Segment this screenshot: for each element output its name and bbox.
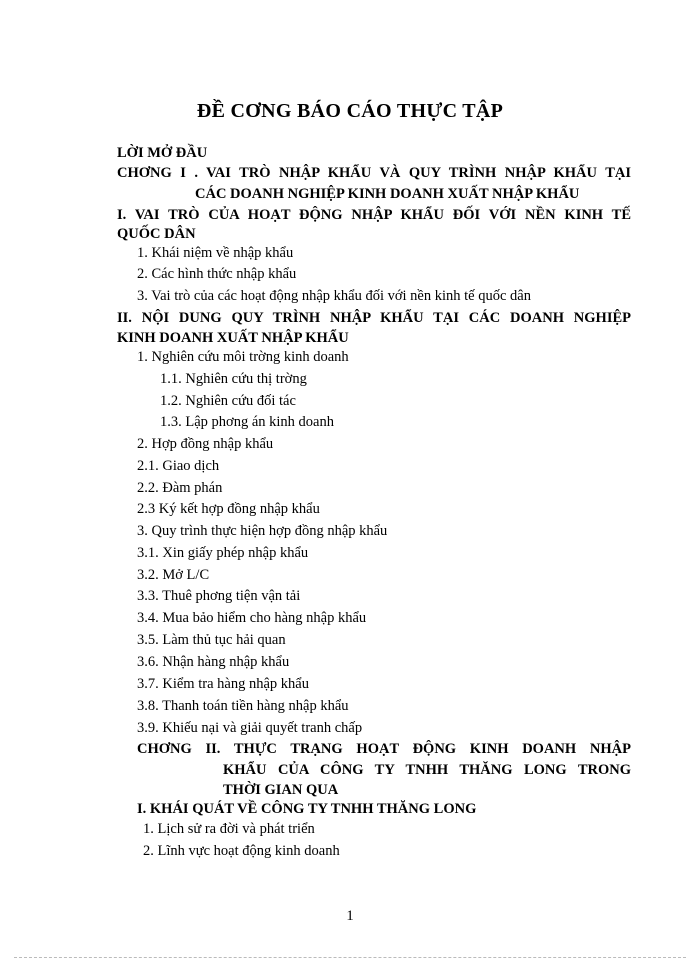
outline-subitem: 3.1. Xin giấy phép nhập khẩu [137,545,309,561]
outline-subitem: 1.2. Nghiên cứu đối tác [160,393,296,409]
outline-subitem: 1.1. Nghiên cứu thị trờng [160,371,307,387]
outline-item: 1. Khái niệm về nhập khẩu [137,245,294,261]
outline-item: 2. Lĩnh vực hoạt động kinh doanh [143,843,340,859]
page-title: ĐỀ CƠNG BÁO CÁO THỰC TẬP [196,100,504,122]
outline-subitem: 3.7. Kiểm tra hàng nhập khẩu [137,676,309,692]
outline-item: 3. Vai trò của các hoạt động nhập khẩu đối với nền kinh tế quốc dân [137,288,531,304]
outline-subitem: 3.8. Thanh toán tiền hàng nhập khẩu [137,698,349,714]
section-2-heading: II. NỘI DUNG QUY TRÌNH NHẬP KHẨU TẠI CÁC DOANH NGHIỆP [117,310,631,326]
intro-heading: LỜI MỞ ĐẦU [117,145,208,161]
chapter-1-heading: CHƠNG I . VAI TRÒ NHẬP KHẨU VÀ QUY TRÌNH NHẬP KHẨU TẠI [117,165,631,181]
chapter-2-heading-cont: THỜI GIAN QUA [223,782,339,798]
page-bottom-border [14,957,686,958]
outline-item: 1. Nghiên cứu môi trờng kinh doanh [137,349,349,365]
outline-subitem: 1.3. Lập phơng án kinh doanh [160,414,334,430]
outline-subitem: 2.1. Giao dịch [137,458,220,474]
chapter-2-heading: CHƠNG II. THỰC TRẠNG HOẠT ĐỘNG KINH DOANH NHẬP [137,741,631,757]
outline-item: 1. Lịch sử ra đời và phát triển [143,821,315,837]
outline-item: 3. Quy trình thực hiện hợp đồng nhập khẩu [137,523,388,539]
outline-subitem: 3.2. Mở L/C [137,567,210,583]
page-number: 1 [346,908,354,924]
chapter-1-heading-cont: CÁC DOANH NGHIỆP KINH DOANH XUẤT NHẬP KHẨU [195,186,580,202]
outline-subitem: 3.9. Khiếu nại và giải quyết tranh chấp [137,720,363,736]
chapter-2-heading-cont: KHẨU CỦA CÔNG TY TNHH THĂNG LONG TRONG [223,762,631,778]
outline-subitem: 3.4. Mua bảo hiểm cho hàng nhập khẩu [137,610,367,626]
outline-subitem: 2.2. Đàm phán [137,480,223,496]
section-1-heading-cont: QUỐC DÂN [117,226,196,242]
outline-subitem: 2.3 Ký kết hợp đồng nhập khẩu [137,501,320,517]
outline-item: 2. Các hình thức nhập khẩu [137,266,297,282]
outline-item: 2. Hợp đồng nhập khẩu [137,436,274,452]
outline-subitem: 3.6. Nhận hàng nhập khẩu [137,654,290,670]
section-2-heading-cont: KINH DOANH XUẤT NHẬP KHẨU [117,330,349,346]
outline-subitem: 3.3. Thuê phơng tiện vận tải [137,588,301,604]
chapter-2-section-1-heading: I. KHÁI QUÁT VỀ CÔNG TY TNHH THĂNG LONG [137,801,477,817]
outline-subitem: 3.5. Làm thủ tục hải quan [137,632,286,648]
section-1-heading: I. VAI TRÒ CỦA HOẠT ĐỘNG NHẬP KHẨU ĐỐI VỚI NỀN KINH TẾ [117,207,631,223]
